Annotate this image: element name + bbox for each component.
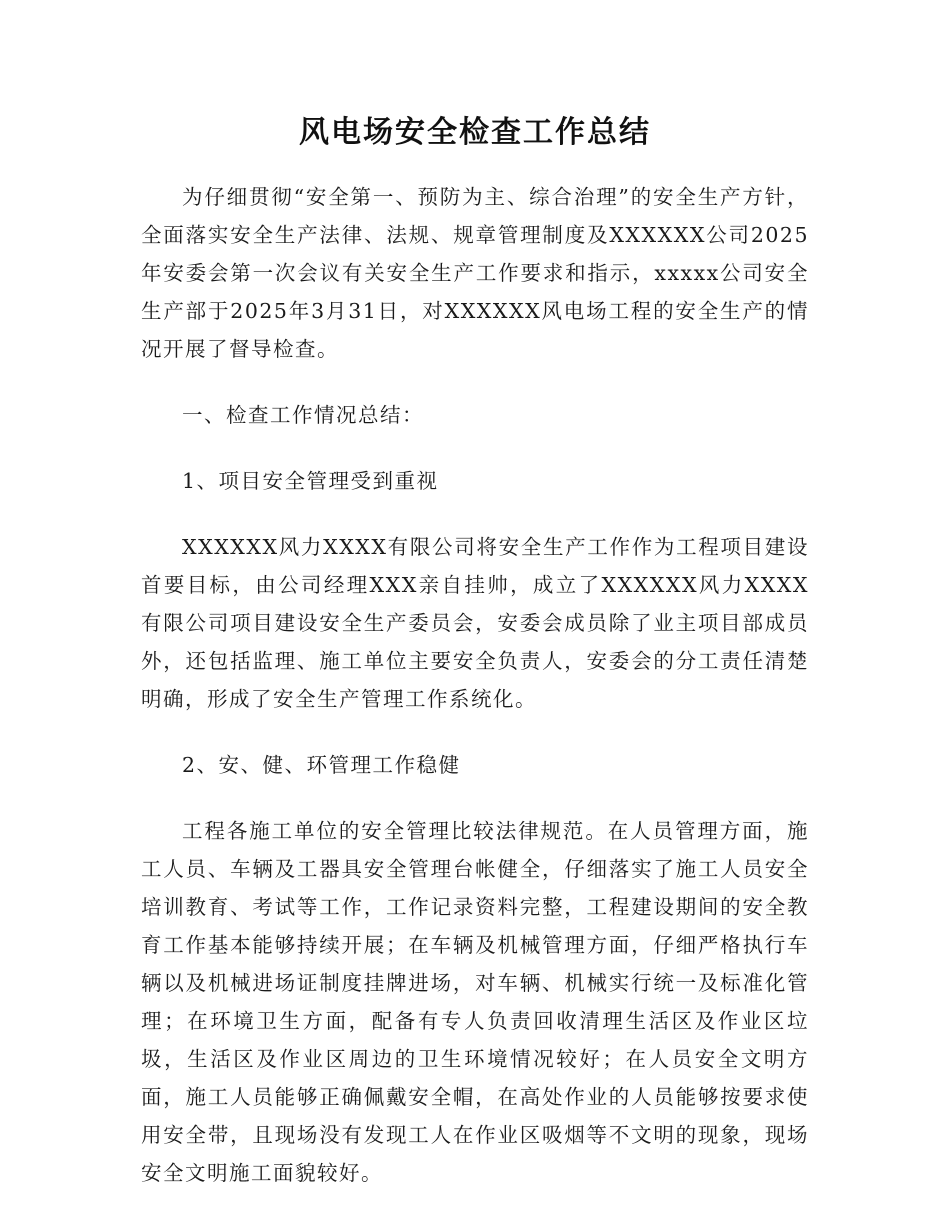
spacer: [141, 434, 809, 462]
section-heading-inspection-summary: 一、检查工作情况总结：: [182, 403, 424, 427]
item-heading-hse-management: 2、安、健、环管理工作稳健: [182, 753, 461, 777]
item-paragraph-project-safety: XXXXXX风力XXXX有限公司将安全生产工作作为工程项目建设首要目标，由公司经理XXX亲自挂帅，成立了XXXXXX风力XXXX有限公司项目建设安全生产委员会，安委会成员除了业主项目部成员外，还包括监理、施工单位主要安全负责人，安委会的分工责任清楚明确，形成了安全生产管理工作系统化。: [141, 535, 809, 711]
spacer: [141, 500, 809, 528]
document-title: 风电场安全检查工作总结: [299, 115, 651, 150]
spacer: [141, 784, 809, 812]
item-heading-project-safety: 1、项目安全管理受到重视: [182, 469, 439, 493]
intro-paragraph: 为仔细贯彻“安全第一、预防为主、综合治理”的安全生产方针，全面落实安全生产法律、法规、规章管理制度及XXXXXX公司2025年安委会第一次会议有关安全生产工作要求和指示，xxxxx公司安全生产部于2025年3月31日，对XXXXXX风电场工程的安全生产的情况开展了督导检查。: [141, 185, 809, 361]
item-paragraph-hse-management: 工程各施工单位的安全管理比较法律规范。在人员管理方面，施工人员、车辆及工器具安全管理台帐健全，仔细落实了施工人员安全培训教育、考试等工作，工作记录资料完整，工程建设期间的安全教育工作基本能够持续开展；在车辆及机械管理方面，仔细严格执行车辆以及机械进场证制度挂牌进场，对车辆、机械实行统一及标准化管理；在环境卫生方面，配备有专人负责回收清理生活区及作业区垃圾，生活区及作业区周边的卫生环境情况较好；在人员安全文明方面，施工人员能够正确佩戴安全帽，在高处作业的人员能够按要求使用安全带，且现场没有发现工人在作业区吸烟等不文明的现象，现场安全文明施工面貌较好。: [141, 819, 809, 1185]
document-body: [141, 110, 809, 1192]
spacer: [141, 368, 809, 396]
spacer: [141, 718, 809, 746]
